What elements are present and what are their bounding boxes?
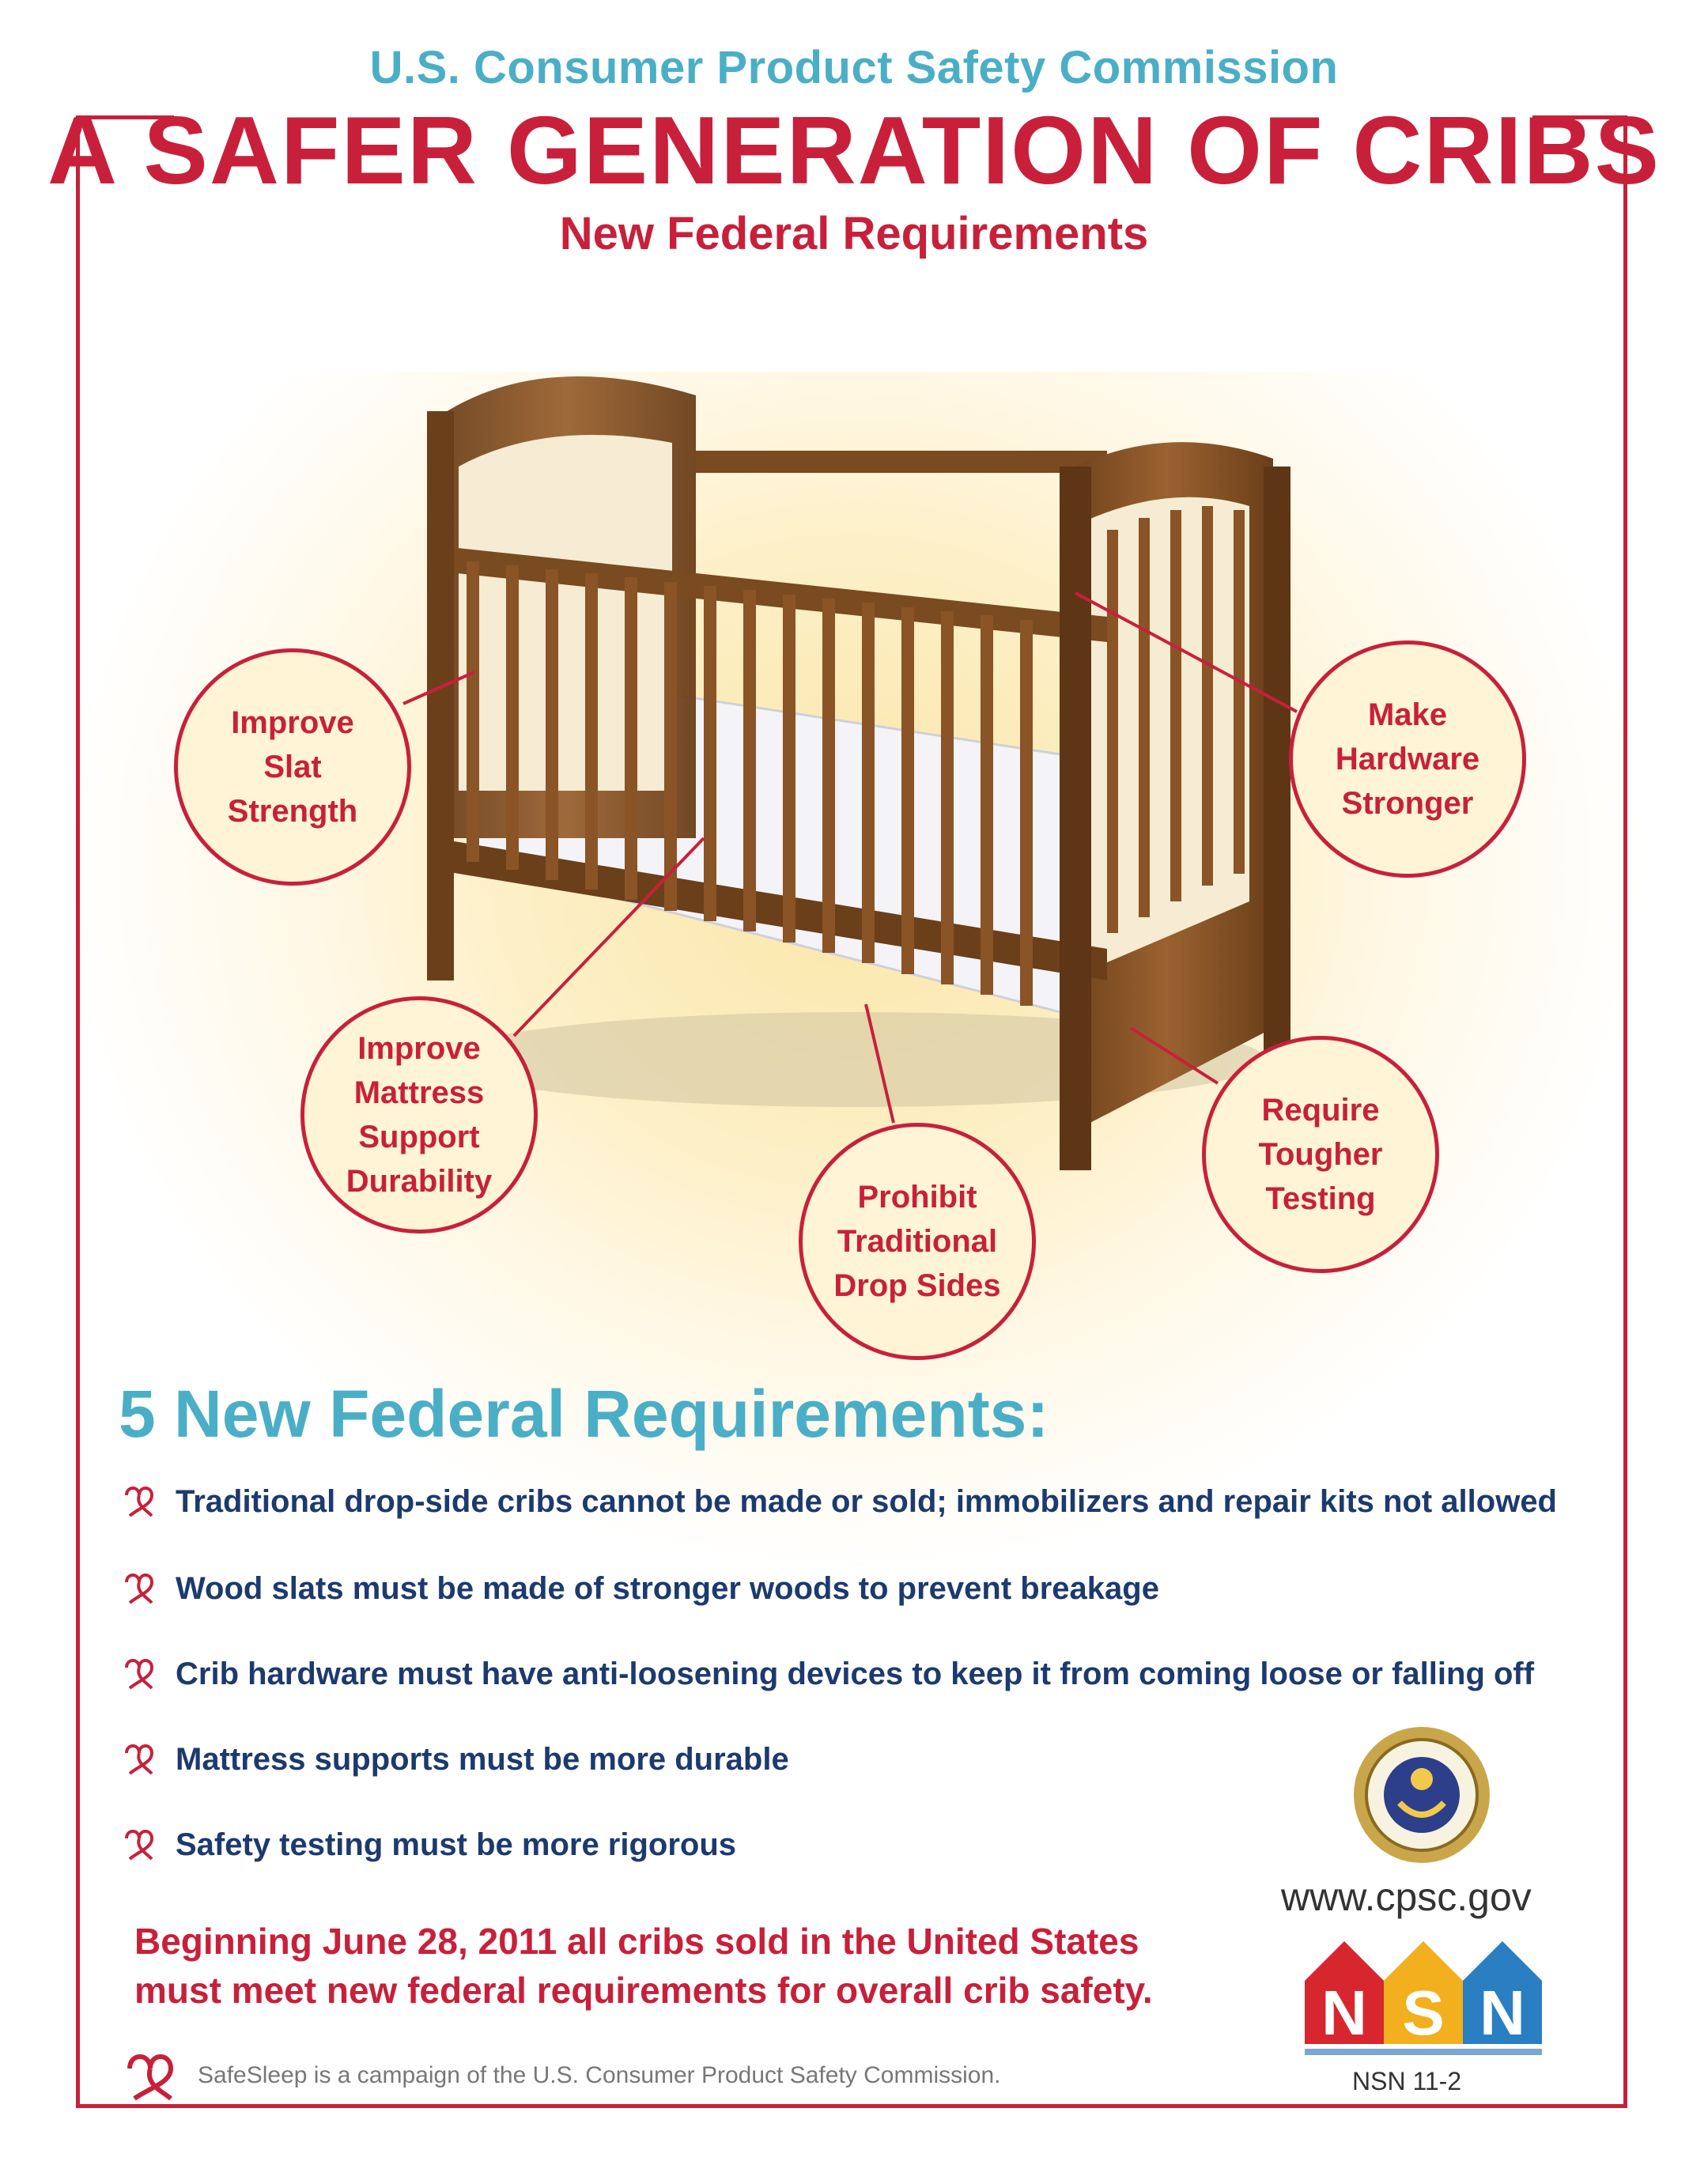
callout-make-hardware-stronger <box>1289 640 1526 878</box>
safesleep-heart-icon <box>119 1653 160 1695</box>
callout-require-tougher-testing <box>1202 1036 1439 1273</box>
website-url[interactable]: www.cpsc.gov <box>1281 1875 1532 1919</box>
effective-date-notice <box>134 1917 1153 2015</box>
poster-subtitle: New Federal Requirements <box>559 208 1149 259</box>
campaign-footer <box>119 2048 1000 2103</box>
requirement-item <box>119 1474 1557 1529</box>
callout-label: Improve Slat Strength <box>227 705 358 829</box>
callout-improve-slat-strength <box>174 648 411 886</box>
requirement-text: Traditional drop-side cribs cannot be made or sold; immobilizers and repair kits not allowed <box>176 1483 1557 1519</box>
safesleep-logo-icon <box>119 2048 182 2103</box>
requirement-text: Mattress supports must be more durable <box>176 1741 789 1777</box>
requirement-item <box>119 1817 736 1872</box>
requirement-item <box>119 1561 1159 1616</box>
requirement-item <box>119 1646 1534 1702</box>
effective-line-2: must meet new federal requirements for overall crib safety. <box>134 1970 1153 2011</box>
callout-label: Improve Mattress Support Durability <box>346 1031 493 1199</box>
callout-label: Require Tougher Testing <box>1258 1093 1383 1216</box>
effective-line-1: Beginning June 28, 2011 all cribs sold in the United States <box>134 1921 1139 1962</box>
nsn-code: NSN 11-2 <box>1352 2067 1462 2095</box>
callout-label: Prohibit Traditional Drop Sides <box>833 1180 1001 1303</box>
nsn-letter-n1: N <box>1321 1978 1367 2048</box>
requirement-item <box>119 1732 789 1787</box>
cpsc-seal-icon <box>1351 1724 1493 1866</box>
nsn-logo-icon <box>1305 1933 1542 2060</box>
nsn-letter-s: S <box>1402 1978 1445 2048</box>
requirement-text: Wood slats must be made of stronger woods to prevent breakage <box>176 1570 1159 1606</box>
callout-label: Make Hardware Stronger <box>1335 697 1480 821</box>
callout-improve-mattress-support-durability <box>300 996 538 1234</box>
safesleep-heart-icon <box>119 1481 160 1522</box>
safesleep-heart-icon <box>119 1568 160 1609</box>
campaign-text: SafeSleep is a campaign of the U.S. Consumer Product Safety Commission. <box>198 2062 1001 2088</box>
nsn-letter-n2: N <box>1479 1978 1525 2048</box>
requirement-text: Crib hardware must have anti-loosening devices to keep it from coming loose or falling off <box>176 1656 1535 1691</box>
requirements-heading: 5 New Federal Requirements: <box>119 1377 1049 1451</box>
callout-prohibit-traditional-drop-sides <box>799 1123 1036 1360</box>
agency-name: U.S. Consumer Product Safety Commission <box>369 42 1339 93</box>
poster-headline: A SAFER GENERATION OF CRIBS <box>47 96 1661 204</box>
requirement-text: Safety testing must be more rigorous <box>176 1827 737 1862</box>
safesleep-heart-icon <box>119 1824 160 1865</box>
safesleep-heart-icon <box>119 1739 160 1780</box>
